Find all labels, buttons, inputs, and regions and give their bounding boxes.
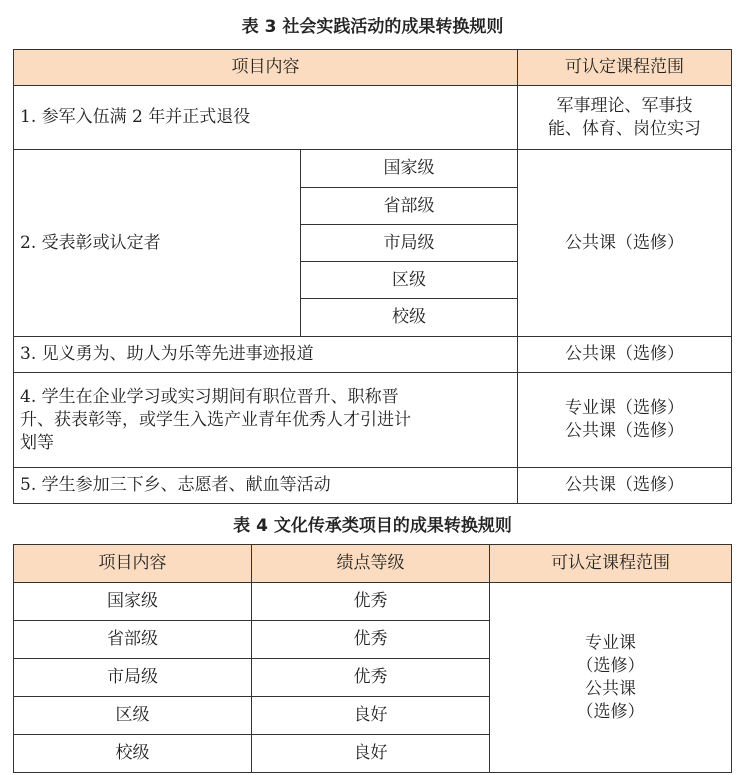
table-row <box>14 583 732 621</box>
table3 <box>13 49 732 504</box>
table3-row3-content: 3. 见义勇为、助人为乐等先进事迹报道 <box>14 337 518 373</box>
table3-header-row <box>14 50 732 86</box>
table4-content-cell: 省部级 <box>14 621 252 659</box>
table3-row4-range-line: 公共课（选修） <box>565 421 684 441</box>
table3-level-cell: 区级 <box>301 262 518 299</box>
table-row <box>14 337 732 373</box>
table3-row5-content: 5. 学生参加三下乡、志愿者、献血等活动 <box>14 468 518 504</box>
table4-range-line: （选修） <box>576 655 645 676</box>
table4-header-grade: 绩点等级 <box>252 545 490 583</box>
table4-header-range: 可认定课程范围 <box>490 545 732 583</box>
table4-grade-cell: 良好 <box>252 697 490 735</box>
table4-grade-cell: 优秀 <box>252 583 490 621</box>
table3-row4-content <box>14 373 518 468</box>
table3-level-cell: 省部级 <box>301 188 518 225</box>
table3-row1-content: 1. 参军入伍满 2 年并正式退役 <box>14 86 518 150</box>
table4-content-cell: 区级 <box>14 697 252 735</box>
table3-row4-content-line: 4. 学生在企业学习或实习期间有职位晋升、职称晋 <box>20 386 399 407</box>
table4-range-line: 公共课 <box>585 678 636 699</box>
table4-grade-cell: 良好 <box>252 735 490 773</box>
table3-row1-range-line: 能、体育、岗位实习 <box>548 118 701 139</box>
table4-grade-cell: 优秀 <box>252 659 490 697</box>
table3-row2-content: 2. 受表彰或认定者 <box>14 150 301 337</box>
table4-range-line: （选修） <box>576 701 645 722</box>
table3-level-cell: 校级 <box>301 299 518 337</box>
table4-title: 表 4 文化传承类项目的成果转换规则 <box>233 516 512 536</box>
table3-row4-content-line: 划等 <box>20 432 54 453</box>
table4-content-cell: 国家级 <box>14 583 252 621</box>
table4-content-cell: 市局级 <box>14 659 252 697</box>
table3-level-cell: 市局级 <box>301 225 518 262</box>
table3-title: 表 3 社会实践活动的成果转换规则 <box>241 17 504 37</box>
table3-level-cell: 国家级 <box>301 150 518 188</box>
table3-header-range: 可认定课程范围 <box>518 50 732 86</box>
table3-row1-range <box>518 86 732 150</box>
table3-row4-range <box>518 373 732 468</box>
table-row <box>14 373 732 468</box>
table3-row2-range: 公共课（选修） <box>518 150 732 337</box>
table3-row1-range-line: 军事理论、军事技 <box>556 95 693 116</box>
table3-row4-range-line: 专业课（选修） <box>565 398 684 418</box>
table3-header-content: 项目内容 <box>14 50 518 86</box>
table4-header-content: 项目内容 <box>14 545 252 583</box>
table4-header-row <box>14 545 732 583</box>
table3-row5-range: 公共课（选修） <box>518 468 732 504</box>
table-row <box>14 468 732 504</box>
table4-range-cell <box>490 583 732 773</box>
table4 <box>13 544 732 773</box>
table3-row3-range: 公共课（选修） <box>518 337 732 373</box>
table-row <box>14 150 732 188</box>
table3-row4-content-line: 升、获表彰等，或学生入选产业青年优秀人才引进计 <box>20 409 411 430</box>
table4-grade-cell: 优秀 <box>252 621 490 659</box>
table4-content-cell: 校级 <box>14 735 252 773</box>
table4-range-line: 专业课 <box>585 632 636 653</box>
table-row <box>14 86 732 150</box>
